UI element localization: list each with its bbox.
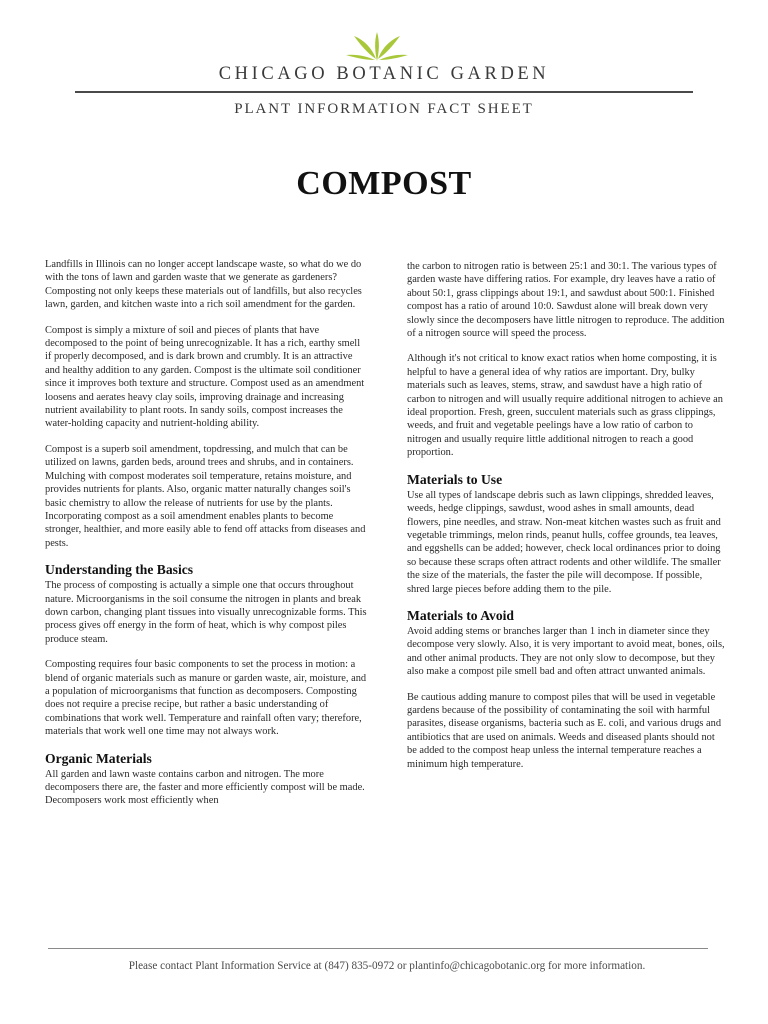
paragraph: Landfills in Illinois can no longer accept landscape waste, so what do we do with the tons of lawn and garden waste that we generate as gardeners? Composting not only keeps these materials out of landfills, but also recycles lawn, garden, and kitchen waste into a rich soil amendment for the garden.	[45, 259, 362, 311]
section-heading-materials-to-avoid: Materials to Avoid	[407, 607, 514, 623]
paragraph: Composting requires four basic components to set the process in motion: a blend of organic materials such as manure or garden waste, air, moisture, and a population of microorganisms that function as decomposers. Composting does not require a precise recipe, but rather a basic understanding of combinations that work well. Temperature and rainfall often vary; therefore, materials that work well one time may not always work.	[45, 659, 367, 738]
section-heading-organic-materials: Organic Materials	[45, 750, 152, 766]
footer-contact-text: Please contact Plant Information Service at (847) 835-0972 or plantinfo@chicagobotanic.org for more information.	[128, 960, 646, 972]
paragraph: Avoid adding stems or branches larger than 1 inch in diameter since they decompose very slowly. Also, it is very important to avoid meat, bones, oils, and other animal products. They are not only slow to decompose, but they also make a compost pile smell bad and often attract unwanted animals.	[407, 625, 725, 678]
left-column	[45, 258, 367, 820]
header-divider	[75, 91, 693, 93]
section-heading-understanding-basics: Understanding the Basics	[45, 562, 194, 578]
footer-divider	[48, 948, 708, 949]
paragraph: the carbon to nitrogen ratio is between 25:1 and 30:1. The various types of garden waste have differing ratios. For example, dry leaves have a ratio of about 50:1, grass clippings about 19:1, and sawdust about 500:1. Finished compost has a ratio of around 10:0. Sawdust alone will break down very slowly since the decomposers have little nitrogen to reproduce. The addition of a nitrogen source will speed the process.	[407, 261, 725, 340]
paragraph: All garden and lawn waste contains carbon and nitrogen. The more decomposers there are, the faster and more efficiently compost will be made. Decomposers work most efficiently when	[45, 768, 365, 807]
paragraph: The process of composting is actually a simple one that occurs throughout nature. Microorganisms in the soil consume the nitrogen in plants and break down carbon, changing plant tissues into visually unrecognizable forms. This process gives off energy in the form of heat, which is why compost piles produce steam.	[45, 580, 367, 645]
organization-name: CHICAGO BOTANIC GARDEN	[218, 64, 550, 84]
leaf-logo-icon	[346, 28, 408, 62]
right-column	[407, 260, 727, 783]
paragraph: Although it's not critical to know exact ratios when home composting, it is helpful to have a general idea of why ratios are important. Dry, bulky materials such as leaves, stems, straw, and sawdust have a high ratio of carbon to nitrogen and will usually require additional nitrogen to achieve an ideal proportion. Fresh, green, succulent materials such as grass clippings, weeds, and fruit and vegetable peelings have a low ratio of carbon to nitrogen and usually require little additional nitrogen to reach a good proportion.	[407, 353, 723, 459]
section-heading-materials-to-use: Materials to Use	[407, 471, 503, 487]
document-title: COMPOST	[296, 165, 472, 202]
paragraph: Use all types of landscape debris such as lawn clippings, shredded leaves, weeds, hedge clippings, sawdust, wood ashes in small amounts, dead flowers, pine needles, and straw. Non-meat kitchen wastes such as fruit and vegetable trimmings, melon rinds, peanut hulls, coffee grounds, tea leaves, and eggshells can be added; however, check local ordinances prior to doing so because these scraps often attract rodents and other wildlife. The smaller the size of the materials, the faster the pile will decompose. If possible, shred large pieces before adding them to the pile.	[407, 489, 721, 595]
fact-sheet-subtitle: PLANT INFORMATION FACT SHEET	[234, 101, 534, 117]
paragraph: Compost is simply a mixture of soil and pieces of plants that have decomposed to the point of being unrecognizable. It has a rich, earthy smell if properly decomposed, and is dark brown and crumbly. It is an attractive and healthy addition to any garden. Compost is the ultimate soil conditioner since it improves both texture and structure. Compost used as an amendment loosens and aerates heavy clay soils, improving drainage and increasing nutrient availability to plant roots. In sandy soils, compost increases the water-holding capacity and nutrient-holding ability.	[45, 324, 365, 430]
paragraph: Compost is a superb soil amendment, topdressing, and mulch that can be utilized on lawns, garden beds, around trees and shrubs, and in containers. Mulching with compost moderates soil temperature, retains moisture, and provides nutrients for plants. Also, organic matter naturally changes soil's basic chemistry to allow the release of nutrients for use by the plants. Incorporating compost as a soil amendment enables plants to become stronger, healthier, and more easily able to fend off attacks from diseases and pests.	[45, 443, 366, 549]
paragraph: Be cautious adding manure to compost piles that will be used in vegetable gardens because of the possibility of contaminating the soil with harmful parasites, disease organisms, bacteria such as E. coli, and various drugs and antibiotics that are used on animals. Weeds and diseased plants should not be added to the compost heap unless the internal temperature reaches a minimum high temperature.	[407, 691, 722, 770]
